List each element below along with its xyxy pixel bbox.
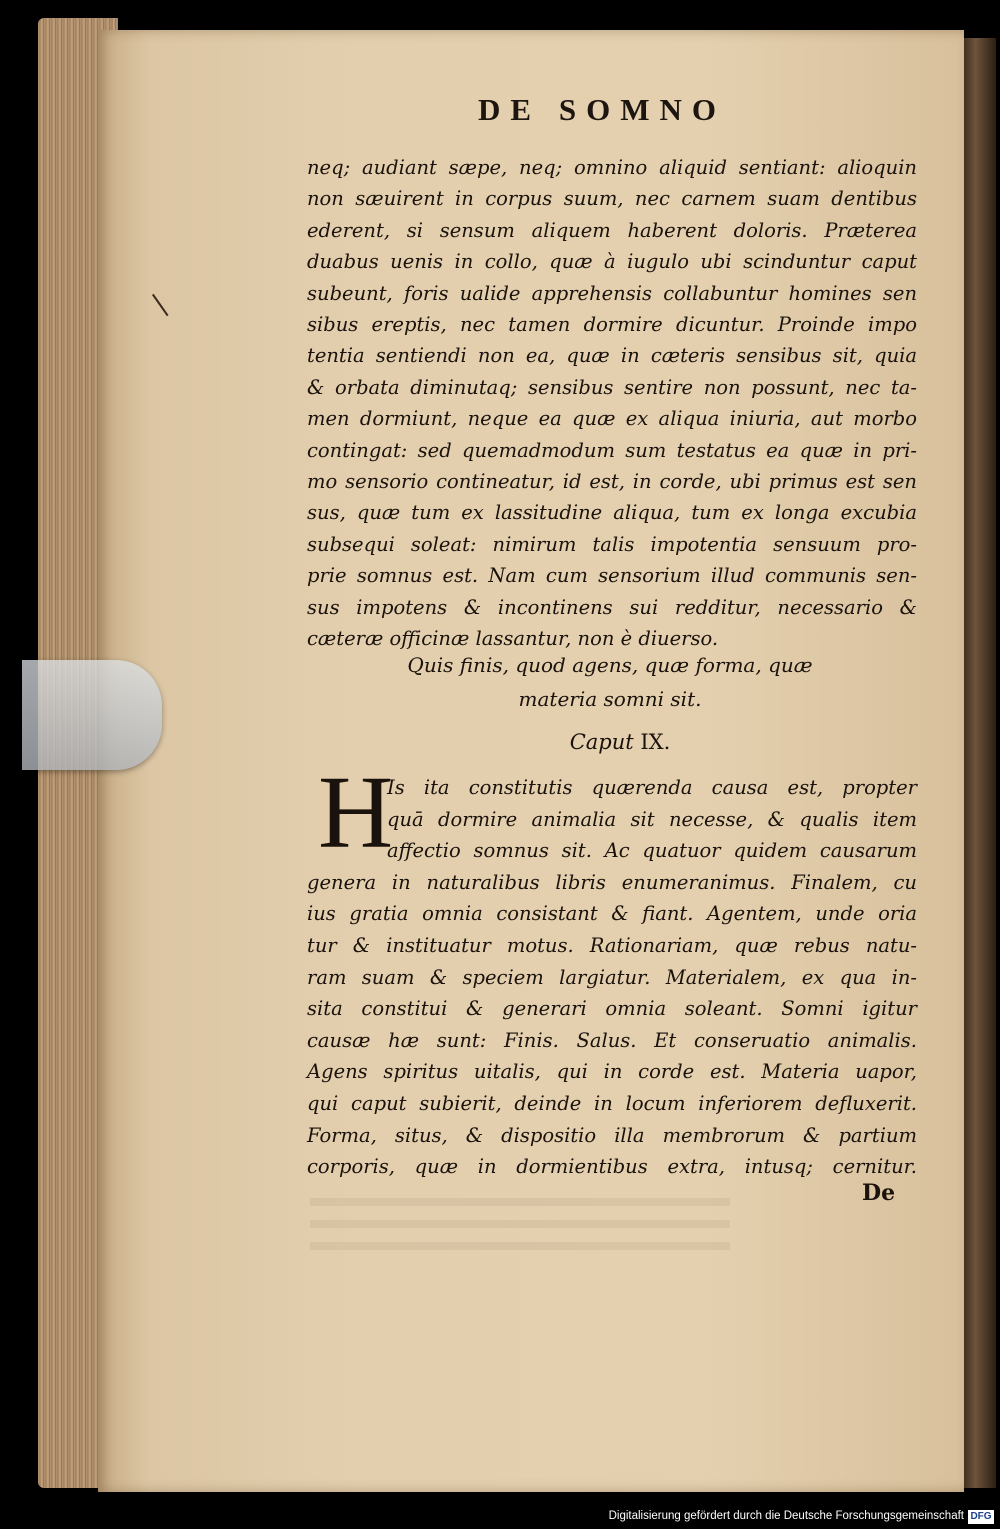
section-heading-line: materia somni sit. — [518, 687, 702, 711]
text-line: sus, quæ tum ex lassitudine aliqua, tum ex longa excubia — [307, 501, 917, 525]
text-line: genera in naturalibus libris enumeranimus. Finalem, cu — [307, 870, 917, 894]
text-line: prie somnus est. Nam cum sensorium illud communis sen- — [307, 564, 917, 588]
text-line: neq; audiant sæpe, neq; omnino aliquid sentiant: alioquin — [307, 156, 917, 179]
text-line: sus impotens & incontinens sui redditur, necessario & — [307, 595, 917, 619]
text-line: subsequi soleat: nimirum talis impotentia sensuum pro- — [307, 532, 917, 556]
text-line: causæ hæ sunt: Finis. Salus. Et conseruatio animalis. — [307, 1028, 917, 1052]
catchword: De — [862, 1180, 896, 1206]
text-line: quā dormire animalia sit necesse, & qualis item — [387, 807, 917, 831]
section-heading — [340, 648, 880, 716]
drop-cap: H — [318, 755, 394, 870]
text-line: Agens spiritus uitalis, qui in corde est. Materia uapor, — [307, 1060, 917, 1084]
text-line: sita constitui & generari omnia soleant. Somni igitur — [307, 997, 917, 1021]
dfg-logo-icon: DFG — [968, 1510, 994, 1524]
text-line: ram suam & speciem largiatur. Materialem, ex qua in- — [307, 965, 917, 989]
text-line: subeunt, foris ualide apprehensis collabuntur homines sen — [307, 281, 917, 305]
text-line: Forma, situs, & dispositio illa membrorum & partium — [307, 1123, 917, 1147]
text-line: & orbata diminutaq; sensibus sentire non possunt, nec ta- — [307, 375, 917, 399]
text-line: mo sensorio contineatur, id est, in corde, ubi primus est sen — [307, 470, 917, 494]
text-line: duabus uenis in collo, quæ à iugulo ubi scinduntur caput — [307, 250, 917, 274]
chapter-number: IX. — [640, 730, 671, 754]
paragraph-1 — [307, 152, 917, 655]
section-heading-line: Quis finis, quod agens, quæ forma, quæ — [407, 653, 813, 677]
text-line: cæteræ officinæ lassantur, non è diuerso. — [307, 627, 719, 651]
text-line: ius gratia omnia consistant & fiant. Agentem, unde oria — [307, 902, 917, 926]
text-line: ederent, si sensum aliquem haberent doloris. Præterea — [307, 218, 917, 242]
page-clip — [22, 660, 162, 770]
text-line: men dormiunt, neque ea quæ ex aliqua iniuria, aut morbo — [307, 407, 917, 431]
facing-page-edge — [962, 38, 996, 1488]
text-line: non sæuirent in corpus suum, nec carnem suam dentibus — [307, 187, 917, 211]
text-line: tentia sentiendi non ea, quæ in cæteris sensibus sit, quia — [307, 344, 917, 368]
text-line: affectio somnus sit. Ac quatuor quidem causarum — [387, 839, 917, 863]
text-line: sibus ereptis, nec tamen dormire dicuntur. Proinde impo — [307, 313, 917, 337]
chapter-heading — [470, 730, 770, 754]
footer-credit: Digitalisierung gefördert durch die Deutsche Forschungsgemeinschaft — [608, 1510, 964, 1522]
text-line: Is ita constitutis quærenda causa est, propter — [387, 776, 917, 799]
show-through — [310, 1190, 730, 1250]
text-line: qui caput subierit, deinde in locum inferiorem defluxerit. — [307, 1091, 917, 1115]
text-line: corporis, quæ in dormientibus extra, intusq; cernitur. — [307, 1155, 917, 1179]
paragraph-2 — [307, 772, 917, 1183]
text-line: contingat: sed quemadmodum sum testatus ea quæ in pri- — [307, 438, 917, 462]
running-head: DE SOMNO — [478, 92, 726, 127]
chapter-label: Caput — [569, 730, 634, 754]
text-line: tur & instituatur motus. Rationariam, quæ rebus natu- — [307, 933, 917, 957]
